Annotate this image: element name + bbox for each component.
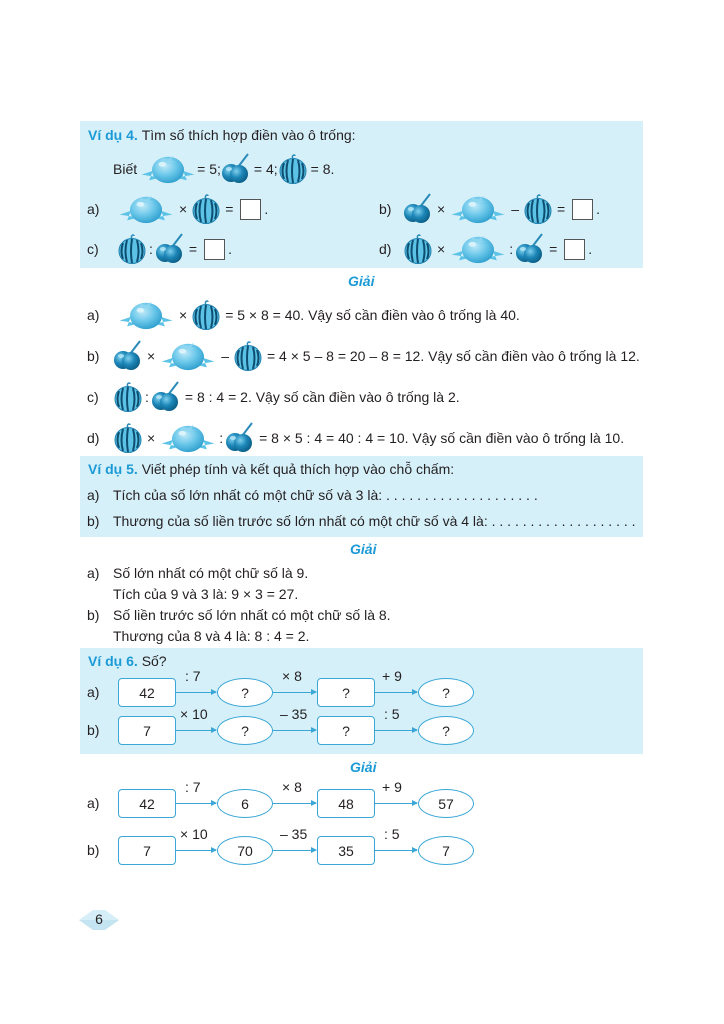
example-4-item-a: a) × = . xyxy=(87,192,268,226)
number-box: 7 xyxy=(118,716,176,745)
solution-label: a) xyxy=(87,565,100,581)
watermelon-icon xyxy=(403,233,433,265)
example-4-solution-b xyxy=(87,339,640,373)
cherry-icon xyxy=(155,232,185,266)
answer-box[interactable] xyxy=(564,239,585,260)
number-box: 48 xyxy=(317,789,375,818)
equals: = xyxy=(188,241,198,257)
arrow-connector xyxy=(176,692,216,693)
operator: – xyxy=(221,348,229,364)
example-5-title: Ví dụ 5. xyxy=(88,461,138,477)
operator: : xyxy=(145,389,149,405)
operation-label: : 5 xyxy=(384,826,400,842)
example-4-solution-a xyxy=(87,298,520,332)
solution-text: = 5 × 8 = 40. Vậy số cần điền vào ô trống là 40. xyxy=(225,307,520,323)
number-oval: ? xyxy=(418,678,474,707)
example-4-title: Ví dụ 4. xyxy=(88,127,138,143)
example-4-item-b: b) × – = . xyxy=(379,192,600,226)
operation-label: – 35 xyxy=(280,706,308,722)
tomato-icon xyxy=(117,298,175,332)
example-4-solution-title: Giải xyxy=(348,273,375,289)
tomato-icon xyxy=(449,192,507,226)
operation-label: × 10 xyxy=(180,826,208,842)
cherry-icon xyxy=(113,339,143,373)
equals: = xyxy=(556,201,566,217)
example-4-item-c: c) : = . xyxy=(87,232,232,266)
given-tomato-value: = 5; xyxy=(197,161,221,177)
given-prefix: Biết xyxy=(113,161,138,177)
example-5-solution-title: Giải xyxy=(350,541,377,557)
cherry-icon xyxy=(403,192,433,226)
answer-box[interactable] xyxy=(204,239,225,260)
tomato-icon xyxy=(159,339,217,373)
item-text: Tích của số lớn nhất có một chữ số và 3 là: . . . . . . . . . . . . . . . . . . . . xyxy=(113,487,538,503)
item-label: b) xyxy=(379,201,392,217)
number-box: 7 xyxy=(118,836,176,865)
item-label: b) xyxy=(87,513,100,529)
cherry-icon xyxy=(515,232,545,266)
example-6-prompt: Số? xyxy=(141,653,167,669)
example-5-solution-a-1 xyxy=(87,563,308,583)
operator: × xyxy=(147,348,156,364)
arrow-connector xyxy=(176,850,216,851)
example-4-solution-c xyxy=(87,380,460,414)
cherry-icon xyxy=(221,152,251,186)
given-cherry-value: = 4; xyxy=(253,161,278,177)
tomato-icon xyxy=(449,232,507,266)
operator: × xyxy=(437,241,446,257)
solution-line: Tích của 9 và 3 là: 9 × 3 = 27. xyxy=(113,586,299,602)
example-5-item-a xyxy=(87,484,538,506)
cherry-icon xyxy=(225,421,255,455)
arrow-connector xyxy=(375,803,417,804)
operation-label: : 7 xyxy=(185,668,201,684)
solution-label: a) xyxy=(87,307,100,323)
example-6-heading xyxy=(88,650,167,672)
operator: × xyxy=(179,201,188,217)
diagram-row-label: b) xyxy=(87,722,100,738)
number-box: ? xyxy=(317,678,375,707)
solution-label: c) xyxy=(87,389,99,405)
operation-label: × 8 xyxy=(282,668,302,684)
arrow-connector xyxy=(176,803,216,804)
watermelon-icon xyxy=(523,193,553,225)
operator: : xyxy=(219,430,224,446)
number-oval: 57 xyxy=(418,789,474,818)
watermelon-icon xyxy=(191,193,221,225)
operator: : xyxy=(149,241,153,257)
operator: – xyxy=(511,201,519,217)
solution-label: b) xyxy=(87,348,100,364)
example-4-solution-d xyxy=(87,421,624,455)
arrow-connector xyxy=(176,730,216,731)
operation-label: : 7 xyxy=(185,779,201,795)
solution-line: Thương của 8 và 4 là: 8 : 4 = 2. xyxy=(113,628,310,644)
operation-label: + 9 xyxy=(382,779,402,795)
item-label: a) xyxy=(87,201,100,217)
watermelon-icon xyxy=(113,422,143,454)
operator: × xyxy=(437,201,446,217)
tomato-icon xyxy=(139,152,197,186)
operator: : xyxy=(509,241,514,257)
diagram-row-label: a) xyxy=(87,684,100,700)
item-label: a) xyxy=(87,487,100,503)
operation-label: : 5 xyxy=(384,706,400,722)
item-text: Thương của số liền trước số lớn nhất có một chữ số và 4 là: . . . . . . . . . . . . . . . . . . . xyxy=(113,513,636,529)
arrow-connector xyxy=(273,850,316,851)
example-6-title: Ví dụ 6. xyxy=(88,653,138,669)
operation-label: × 10 xyxy=(180,706,208,722)
example-4-item-d: d) × : = . xyxy=(379,232,592,266)
example-5-solution-b-2 xyxy=(113,626,309,646)
number-oval: 70 xyxy=(217,836,273,865)
arrow-connector xyxy=(375,730,417,731)
tomato-icon xyxy=(117,192,175,226)
answer-box[interactable] xyxy=(240,199,261,220)
equals: = xyxy=(549,241,558,257)
arrow-connector xyxy=(273,803,316,804)
solution-line: Số lớn nhất có một chữ số là 9. xyxy=(113,565,309,581)
example-6-solution-title: Giải xyxy=(350,759,377,775)
example-5-heading xyxy=(88,458,454,480)
operation-label: × 8 xyxy=(282,779,302,795)
example-5-solution-a-2 xyxy=(113,584,298,604)
page-number-badge xyxy=(79,906,119,934)
solution-label: d) xyxy=(87,430,100,446)
page-number: 6 xyxy=(95,911,103,927)
item-label: d) xyxy=(379,241,392,257)
watermelon-icon xyxy=(113,381,143,413)
arrow-connector xyxy=(375,850,417,851)
number-oval: ? xyxy=(217,716,273,745)
number-oval: ? xyxy=(418,716,474,745)
solution-text: = 4 × 5 – 8 = 20 – 8 = 12. Vậy số cần điền vào ô trống là 12. xyxy=(266,348,640,364)
tomato-icon xyxy=(159,421,217,455)
example-5-solution-b-1 xyxy=(87,605,391,625)
number-oval: 6 xyxy=(217,789,273,818)
number-oval: 7 xyxy=(418,836,474,865)
watermelon-icon xyxy=(117,233,147,265)
solution-text: = 8 : 4 = 2. Vậy số cần điền vào ô trống là 2. xyxy=(184,389,460,405)
watermelon-icon xyxy=(191,299,221,331)
example-5-prompt: Viết phép tính và kết quả thích hợp vào chỗ chấm: xyxy=(141,461,455,477)
number-box: 42 xyxy=(118,789,176,818)
item-label: c) xyxy=(87,241,99,257)
cherry-icon xyxy=(151,380,181,414)
operator: × xyxy=(179,307,188,323)
operation-label: + 9 xyxy=(382,668,402,684)
solution-line: Số liền trước số lớn nhất có một chữ số là 8. xyxy=(113,607,391,623)
watermelon-icon xyxy=(278,153,308,185)
operator: × xyxy=(147,430,156,446)
example-5-item-b xyxy=(87,510,636,532)
watermelon-icon xyxy=(233,340,263,372)
diagram-row-label: b) xyxy=(87,842,100,858)
equals: = xyxy=(225,201,234,217)
solution-label: b) xyxy=(87,607,100,623)
arrow-connector xyxy=(273,730,316,731)
operation-label: – 35 xyxy=(280,826,308,842)
example-4-prompt: Tìm số thích hợp điền vào ô trống: xyxy=(141,127,356,143)
given-watermelon-value: = 8. xyxy=(310,161,335,177)
example-4-given xyxy=(113,152,334,186)
example-4-heading xyxy=(88,124,356,146)
number-box: 35 xyxy=(317,836,375,865)
answer-box[interactable] xyxy=(572,199,593,220)
solution-text: = 8 × 5 : 4 = 40 : 4 = 10. Vậy số cần điền vào ô trống là 10. xyxy=(259,430,625,446)
number-box: 42 xyxy=(118,678,176,707)
number-box: ? xyxy=(317,716,375,745)
diagram-row-label: a) xyxy=(87,795,100,811)
number-oval: ? xyxy=(217,678,273,707)
arrow-connector xyxy=(273,692,316,693)
arrow-connector xyxy=(375,692,417,693)
